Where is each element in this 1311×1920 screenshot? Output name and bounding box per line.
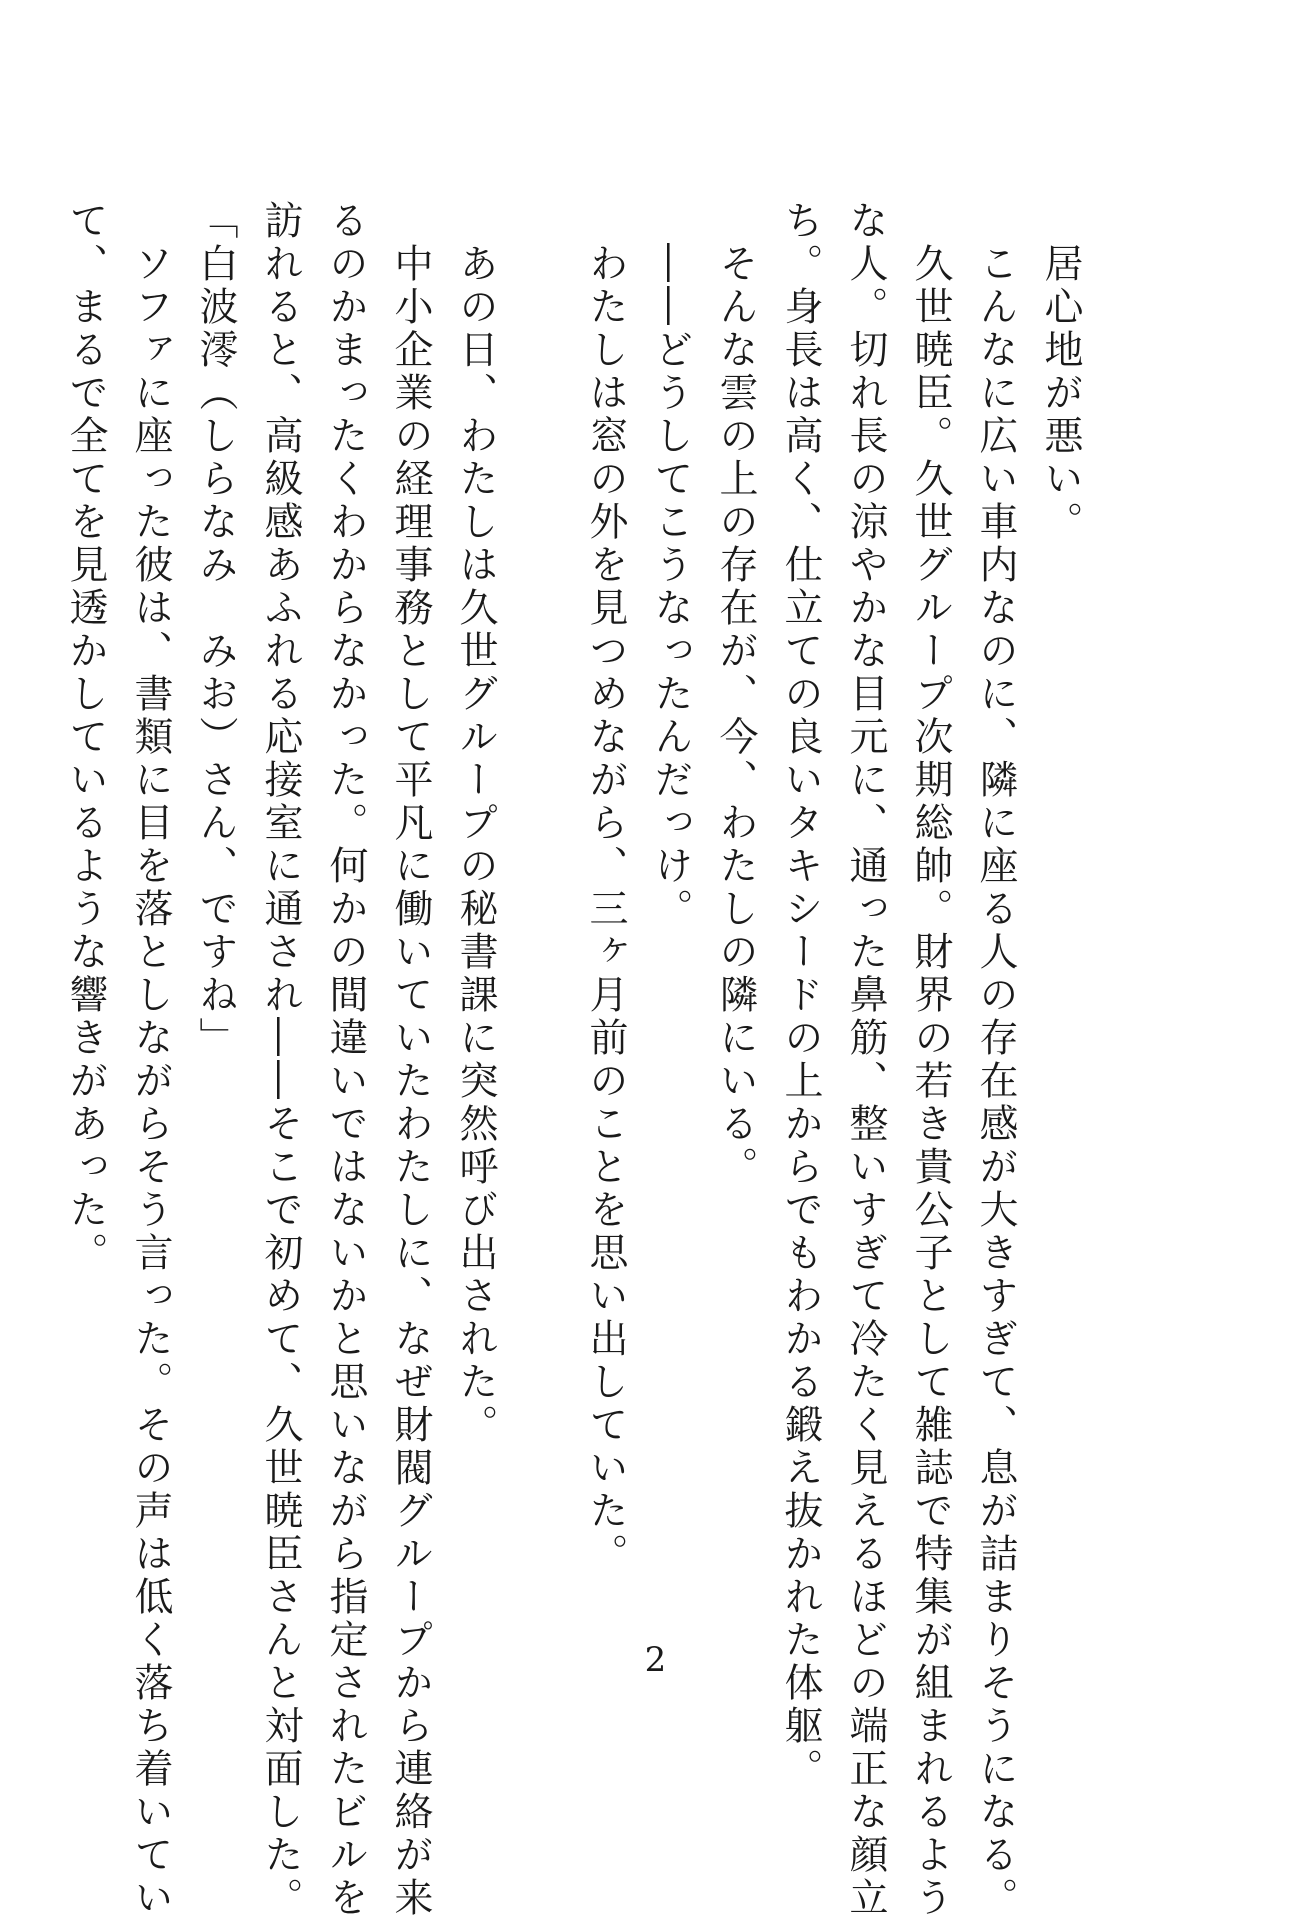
page-number: 2 <box>644 1640 667 1680</box>
text-line: ――どうしてこうなったんだっけ。 <box>648 200 693 931</box>
text-line: 久世暁臣。久世グループ次期総帥。財界の若き貴公子として雑誌で特集が組まれるよう <box>908 200 953 1920</box>
text-line: ソファに座った彼は、書類に目を落としながらそう言った。その声は低く落ち着いてい <box>128 200 173 1920</box>
text-line: わたしは窓の外を見つめながら、三ヶ月前のことを思い出していた。 <box>583 200 628 1576</box>
text-line: て、まるで全てを見透かしているような響きがあった。 <box>63 200 108 1275</box>
text-line: 中小企業の経理事務として平凡に働いていたわたしに、なぜ財閥グループから連絡が来 <box>388 200 433 1920</box>
text-line: そんな雲の上の存在が、今、わたしの隣にいる。 <box>713 200 758 1189</box>
text-line: 居心地が悪い。 <box>1038 200 1083 544</box>
text-line: るのかまったくわからなかった。何かの間違いではないかと思いながら指定されたビルを <box>323 200 368 1920</box>
paragraph-break <box>508 200 573 1490</box>
text-line: な人。切れ長の涼やかな目元に、通った鼻筋、整いすぎて冷たく見えるほどの端正な顔立 <box>843 200 888 1920</box>
text-line: あの日、わたしは久世グループの秘書課に突然呼び出された。 <box>453 200 498 1447</box>
novel-text-body <box>63 200 1093 1920</box>
text-line: ち。身長は高く、仕立ての良いタキシードの上からでもわかる鍛え抜かれた体躯。 <box>778 200 823 1791</box>
text-line: こんなに広い車内なのに、隣に座る人の存在感が大きすぎて、息が詰まりそうになる。 <box>973 200 1018 1920</box>
text-line: 訪れると、高級感あふれる応接室に通され――そこで初めて、久世暁臣さんと対面した。 <box>258 200 303 1920</box>
text-line: 「白波澪（しらなみ みお）さん、ですね」 <box>193 200 238 1060</box>
